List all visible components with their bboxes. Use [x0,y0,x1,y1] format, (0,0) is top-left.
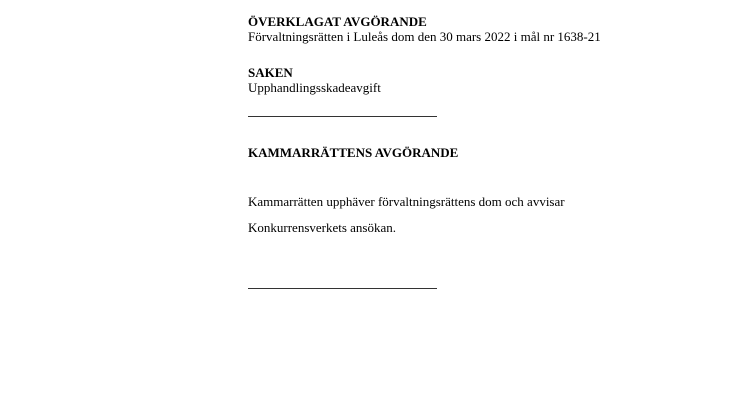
section-divider [248,288,437,289]
court-decision-line: Kammarrätten upphäver förvaltningsrättens dom och avvisar [248,194,565,209]
case-heading: SAKEN [248,65,293,80]
appealed-decision-heading: ÖVERKLAGAT AVGÖRANDE [248,14,427,29]
court-decision-heading: KAMMARRÄTTENS AVGÖRANDE [248,145,459,160]
section-divider [248,116,437,117]
case-text: Upphandlingsskadeavgift [248,80,381,95]
court-decision-line: Konkurrensverkets ansökan. [248,220,397,235]
appealed-decision-text: Förvaltningsrätten i Luleås dom den 30 mars 2022 i mål nr 1638-21 [248,29,601,44]
